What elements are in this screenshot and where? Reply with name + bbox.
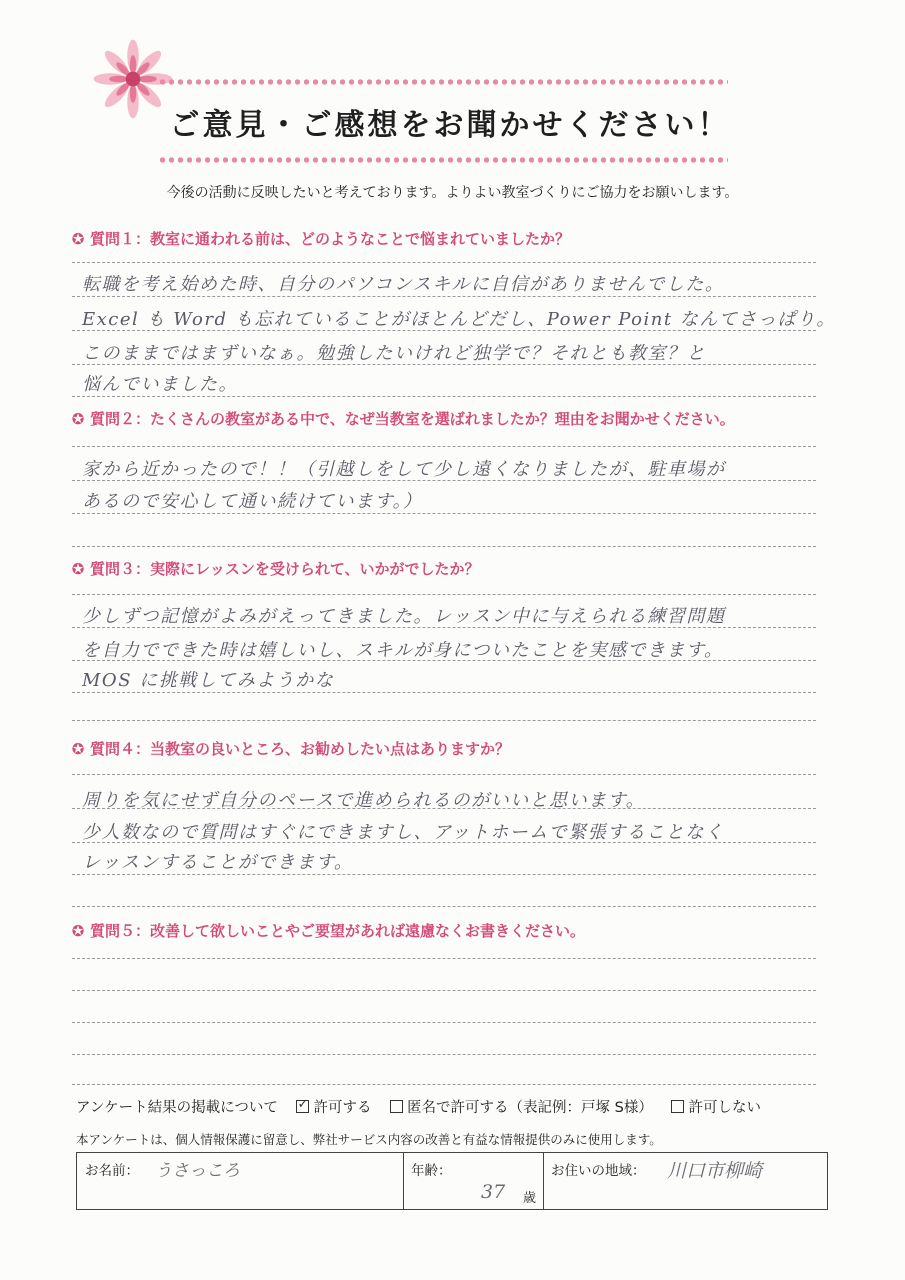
page-subtitle: 今後の活動に反映したいと考えております。よりよい教室づくりにご協力をお願いします。	[166, 185, 739, 201]
age-value[interactable]: 37	[481, 1181, 506, 1203]
answer-line	[72, 774, 816, 775]
answer-line	[72, 958, 816, 959]
question-1-label: 質問１：教室に通われる前は、どのようなことで悩まれていましたか？	[90, 230, 571, 248]
area-value[interactable]: 川口市柳崎	[667, 1160, 763, 1182]
answer-line	[72, 990, 816, 991]
question-3-answer-line-3: MOS に挑戦してみようかな	[82, 670, 335, 691]
question-4-label: 質問４：当教室の良いところ、お勧めしたい点はありますか？	[90, 740, 511, 758]
name-label: お名前：	[85, 1163, 139, 1179]
privacy-notice: 本アンケートは、個人情報保護に留意し、弊社サービス内容の改善と有益な情報提供のみに使用します。	[76, 1132, 662, 1147]
answer-line	[72, 692, 816, 693]
question-1-answer-line-3: このままではまずいなぁ。勉強したいけれど独学で？それとも教室？と	[82, 343, 706, 364]
question-1-answer-line-1: 転職を考え始めた時、自分のパソコンスキルに自信がありませんでした。	[82, 274, 725, 295]
star-icon: ✪	[71, 230, 85, 248]
question-2-label: 質問２：たくさんの教室がある中で、なぜ当教室を選ばれましたか？理由をお聞かせください。	[90, 410, 735, 428]
answer-line	[72, 364, 816, 365]
question-3-answer-line-1: 少しずつ記憶がよみがえってきました。レッスン中に与えられる練習問題	[82, 606, 726, 627]
answer-line	[72, 627, 816, 628]
answer-line	[72, 546, 816, 547]
question-1-answer-line-2: Excel も Word も忘れていることがほとんどだし、Power Point なんてさっぱり。	[82, 309, 836, 330]
consent-anonymous-checkbox[interactable]	[390, 1100, 403, 1113]
answer-line	[72, 906, 816, 907]
question-2-answer-line-1: 家から近かったので！！（引越しをして少し遠くなりましたが、駐車場が	[82, 459, 726, 480]
consent-heading: アンケート結果の掲載について	[76, 1100, 278, 1116]
area-label: お住いの地域：	[551, 1163, 646, 1179]
consent-deny-label: 許可しない	[688, 1100, 761, 1116]
dotted-border-bottom	[158, 156, 728, 164]
area-cell	[543, 1153, 827, 1209]
star-icon: ✪	[71, 740, 85, 758]
publication-consent	[76, 1096, 836, 1117]
question-2-answer-line-2: あるので安心して通い続けています。）	[82, 491, 423, 512]
consent-anonymous-label: 匿名で許可する（表記例：戸塚 S様）	[407, 1100, 653, 1116]
answer-line	[72, 808, 816, 809]
question-3-answer-line-2: を自力でできた時は嬉しいし、スキルが身についたことを実感できます。	[82, 640, 724, 661]
answer-line	[72, 262, 816, 263]
answer-line	[72, 1022, 816, 1023]
answer-line	[72, 513, 816, 514]
name-value[interactable]: うさっころ	[155, 1161, 240, 1181]
star-icon: ✪	[71, 560, 85, 578]
answer-line	[72, 296, 816, 297]
answer-line	[72, 842, 816, 843]
respondent-info-table	[76, 1152, 828, 1210]
answer-line	[72, 1054, 816, 1055]
name-cell	[77, 1153, 404, 1209]
question-4-answer-line-2: 少人数なので質問はすぐにできますし、アットホームで緊張することなく	[82, 822, 725, 843]
question-5	[70, 920, 585, 941]
answer-line	[72, 446, 816, 447]
age-unit: 歳	[523, 1191, 537, 1206]
question-1	[70, 228, 570, 249]
question-4-answer-line-3: レッスンすることができます。	[82, 852, 354, 873]
consent-allow-label: 許可する	[313, 1100, 372, 1116]
answer-line	[72, 660, 816, 661]
answer-line	[72, 330, 816, 331]
question-2	[70, 408, 735, 429]
answer-line	[72, 480, 816, 481]
answer-line	[72, 720, 816, 721]
age-cell	[403, 1153, 544, 1209]
question-4	[70, 738, 510, 759]
consent-allow-checkbox[interactable]	[296, 1100, 309, 1113]
question-3	[70, 558, 480, 579]
answer-line	[72, 396, 816, 397]
star-icon: ✪	[71, 410, 85, 428]
question-5-label: 質問５：改善して欲しいことやご要望があれば遠慮なくお書きください。	[90, 922, 586, 940]
question-3-label: 質問３：実際にレッスンを受けられて、いかがでしたか？	[90, 560, 480, 578]
answer-line	[72, 594, 816, 595]
answer-line	[72, 1084, 816, 1085]
question-4-answer-line-1: 周りを気にせず自分のペースで進められるのがいいと思います。	[82, 790, 646, 811]
age-label: 年齢：	[411, 1163, 452, 1179]
page-title: ご意見・ご感想をお聞かせください！	[169, 108, 731, 143]
question-1-answer-line-4: 悩んでいました。	[82, 374, 238, 395]
star-icon: ✪	[71, 922, 85, 940]
dotted-border-top	[158, 78, 728, 86]
consent-deny-checkbox[interactable]	[671, 1100, 684, 1113]
answer-line	[72, 874, 816, 875]
